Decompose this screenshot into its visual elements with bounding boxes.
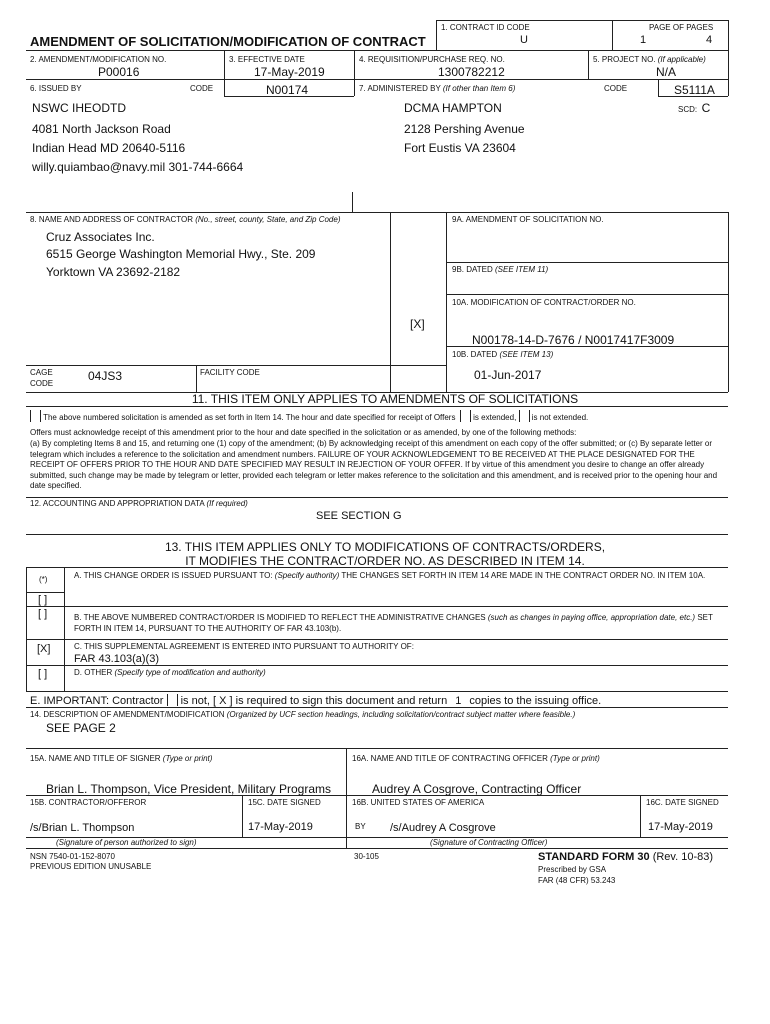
dated-10b-label-note: (SEE ITEM 13) [499,350,554,359]
modification-checkbox[interactable]: [X] [410,317,425,331]
rule [26,79,728,80]
offers-not-extended-checkbox[interactable] [519,410,530,422]
issued-code-value: N00174 [266,83,309,97]
issuer-line-3: Indian Head MD 20640-5116 [32,141,186,155]
item-13-star: (*) [39,575,48,584]
rule [26,534,728,535]
dated-10b-label [452,350,553,359]
item-13-a-rest: THE CHANGES SET FORTH IN ITEM 14 ARE MADE IN THE CONTRACT ORDER NO. IN ITEM 10A. [341,571,706,580]
description-label-note: (Organized by UCF section headings, including solicitation/contract subject matter where feasible.) [226,710,576,719]
contractor-is-not-checkbox[interactable] [167,694,178,706]
item-13-a-text: A. THIS CHANGE ORDER IS ISSUED PURSUANT TO: [74,571,273,580]
modification-no-value: N00178-14-D-7676 / N0017417F3009 [472,333,675,347]
accounting-label-note: (If required) [206,499,248,508]
rule [658,79,659,96]
requisition-label: 4. REQUISITION/PURCHASE REQ. NO. [359,55,505,64]
officer-date-value: 17-May-2019 [648,821,713,833]
item-11-extended: is extended, [473,413,517,422]
issuer-line-1: NSWC IHEODTD [32,101,126,115]
cage-label-2: CODE [30,379,54,388]
amendment-solicitation-label: 9A. AMENDMENT OF SOLICITATION NO. [452,215,604,224]
admin-code-label: CODE [604,84,628,93]
item-13-title-1: 13. THIS ITEM APPLIES ONLY TO MODIFICATIONS OF CONTRACTS/ORDERS, [164,540,606,554]
item-13-title-2: IT MODIFIES THE CONTRACT/ORDER NO. AS DESCRIBED IN ITEM 14. [185,554,585,568]
contractor-offeror-label: 15B. CONTRACTOR/OFFEROR [30,798,147,807]
item-13-d-note: (Specify type of modification and authority) [114,668,266,677]
administered-by-label [359,84,515,93]
rule [196,365,197,392]
contractor-is-required-checkbox[interactable]: X [219,695,227,707]
issuer-line-4: willy.quiambao@navy.mil 301-744-6664 [32,160,244,174]
rule [242,795,243,837]
cage-code-value: 04JS3 [88,369,123,383]
standard-form-revision: (Rev. 10-83) [652,851,714,863]
contractor-label-text: 8. NAME AND ADDRESS OF CONTRACTOR [30,215,193,224]
accounting-label-text: 12. ACCOUNTING AND APPROPRIATION DATA [30,499,205,508]
item-13-blank-checkbox-2[interactable]: [ ] [38,608,48,620]
admin-code-value: S5111A [674,83,715,97]
item-11-not-extended: is not extended. [531,413,589,422]
dated-9b-label-note: (SEE ITEM 11) [494,265,549,274]
item-13-a-note: (Specify authority) [274,571,340,580]
issued-by-label: 6. ISSUED BY [30,84,82,93]
modification-no-label: 10A. MODIFICATION OF CONTRACT/ORDER NO. [452,298,636,307]
item-13-b-rest: SET FORTH IN ITEM 14, PURSUANT TO THE AUTHORITY OF FAR 43.103(b). [74,613,713,633]
rule [446,262,728,263]
rule [436,20,728,21]
important-text-d: copies to the issuing office. [469,695,602,707]
rule [26,365,446,366]
description-label-text: 14. DESCRIPTION OF AMENDMENT/MODIFICATION [30,710,225,719]
nsn-number: NSN 7540-01-152-8070 [30,852,115,861]
rule [640,795,641,837]
effective-date-value: 17-May-2019 [254,65,325,79]
contractor-label-note: (No., street, county, State, and Zip Code) [195,215,341,224]
rule [446,212,447,392]
item-11-text-2: Offers must acknowledge receipt of this amendment prior to the hour and date specified in the solicitation or as amended, by one of the following methods: [30,428,577,437]
signer-name-label-text: 15A. NAME AND TITLE OF SIGNER [30,754,161,763]
issuer-line-2: 4081 North Jackson Road [32,122,171,136]
page-count: 4 [706,34,713,46]
rule [728,212,729,392]
cage-label-1: CAGE [30,368,53,377]
dated-9b-label-text: 9B. DATED [452,265,493,274]
rule [446,294,728,295]
standard-form [538,851,713,863]
rule [26,567,27,691]
item-11-line-1 [30,410,588,422]
description-value: SEE PAGE 2 [46,721,116,735]
officer-signature: /s/Audrey A Cosgrove [390,822,496,834]
copies-count: 1 [450,695,466,708]
page-of-pages-label: PAGE OF PAGES [649,23,714,32]
project-no-label [593,55,706,64]
rule [26,497,728,498]
contractor-line-1: Cruz Associates Inc. [46,230,155,244]
administered-by-label-note: (If other than Item 6) [442,84,516,93]
officer-name-value: Audrey A Cosgrove, Contracting Officer [372,782,582,796]
effective-date-label: 3. EFFECTIVE DATE [229,55,305,64]
rule [26,592,64,593]
item-11-title: 11. THIS ITEM ONLY APPLIES TO AMENDMENTS OF SOLICITATIONS [191,392,579,406]
important-text-b: is not, [180,695,210,707]
rule [612,20,613,50]
rule [352,192,353,212]
contractor-line-3: Yorktown VA 23692-2182 [46,265,181,279]
contractor-signature-caption: (Signature of person authorized to sign) [56,838,197,847]
rule [728,50,729,96]
page-number: 1 [640,34,647,46]
usa-label: 16B. UNITED STATES OF AMERICA [352,798,485,807]
offers-extended-checkbox[interactable] [460,410,471,422]
item-13-b-note: (such as changes in paying office, appropriation date, etc.) [487,613,696,622]
dated-10b-value: 01-Jun-2017 [474,368,542,382]
officer-name-label-note: (Type or print) [550,754,600,763]
rule [728,20,729,50]
item-13-c-value: FAR 43.103(a)(3) [74,653,159,665]
item-11-text-1: The above numbered solicitation is amended as set forth in Item 14. The hour and date specified for receipt of Offers [43,413,456,422]
rule [588,50,589,79]
amendment-no-label: 2. AMENDMENT/MODIFICATION NO. [30,55,167,64]
contractor-signature: /s/Brian L. Thompson [30,822,135,834]
rule [26,606,728,607]
important-text-c: is required to sign this document and return [235,695,448,707]
contractor-date-label: 15C. DATE SIGNED [248,798,321,807]
dated-10b-label-text: 10B. DATED [452,350,498,359]
rule [26,691,728,692]
accounting-value: SEE SECTION G [316,510,402,522]
rule [436,20,437,50]
item-13-blank-checkbox-1[interactable]: [ ] [38,594,48,606]
rule [346,748,347,848]
prescribed-by: Prescribed by GSA [538,865,607,874]
important-line: E. IMPORTANT: Contractor is not, [ X ] is required to sign this document and return 1 copies to the issuing office. [30,695,602,707]
contract-id-label: 1. CONTRACT ID CODE [441,23,530,32]
far-reference: FAR (48 CFR) 53.243 [538,876,616,885]
rule [26,212,728,213]
issued-code-label: CODE [190,84,214,93]
rule [26,665,728,666]
item-13-d-checkbox[interactable]: [ ] [38,668,48,680]
scd [678,99,710,117]
contractor-line-2: 6515 George Washington Memorial Hwy., Ste. 209 [46,247,316,261]
rule [26,50,728,51]
signer-name-label-note: (Type or print) [162,754,213,763]
item-13-b-text: B. THE ABOVE NUMBERED CONTRACT/ORDER IS MODIFIED TO REFLECT THE ADMINISTRATIVE CHANGES [74,613,486,622]
item-11-text-3: (a) By completing Items 8 and 15, and returning one (1) copy of the amendment; (b) By acknowledging receipt of this amendment on each copy of the offer submitted; or (c) By separate letter or telegram which includes a reference to the solicitation and amendment numbers. FAILURE OF YOUR ACKNOWLEDGEMENT TO BE RECEIVED AT THE PLACE DESIGNATED FOR THE RECEIPT OF OFFERS PRIOR TO THE HOUR AND DATE SPECIFIED MAY RESULT IN REJECTION OF YOUR OFFER. If by virtue of this amendment you desire to change an offer already submitted, such change may be made by telegram or letter, provided each telegram or letter makes reference to the solicitation and this amendment, and is received prior to the opening hour and date specified. [30,439,718,490]
description-label [30,710,575,719]
form-title: AMENDMENT OF SOLICITATION/MODIFICATION OF CONTRACT [30,34,426,49]
project-no-value: N/A [656,65,677,79]
rule [26,748,728,749]
form-code: 30-105 [354,852,379,861]
signer-name-label [30,754,212,763]
standard-form-name: STANDARD FORM 30 [538,851,650,863]
item-11-checkbox[interactable] [30,410,41,422]
item-13-d-text: D. OTHER [74,668,113,677]
contract-id-value: U [520,34,528,46]
scd-label: SCD: [678,105,698,114]
previous-edition-note: PREVIOUS EDITION UNUSABLE [30,862,152,871]
signer-name-value: Brian L. Thompson, Vice President, Military Programs [46,782,332,796]
item-13-d [74,668,266,677]
item-13-c-text: C. THIS SUPPLEMENTAL AGREEMENT IS ENTERED INTO PURSUANT TO AUTHORITY OF: [74,642,414,651]
item-13-b [74,613,724,634]
scd-value: C [701,101,711,115]
requisition-value: 1300782212 [438,65,505,79]
rule [64,567,65,691]
administered-by-label-text: 7. ADMINISTERED BY [359,84,441,93]
by-label: BY [355,822,366,831]
rule [224,50,225,96]
item-13-a [74,571,724,582]
facility-code-label: FACILITY CODE [200,368,260,377]
admin-line-1: DCMA HAMPTON [404,101,502,115]
admin-line-3: Fort Eustis VA 23604 [404,141,516,155]
rule [26,639,728,640]
accounting-label [30,499,248,508]
important-text-a: E. IMPORTANT: Contractor [30,695,164,707]
contractor-label [30,215,341,224]
rule [26,406,728,407]
rule [354,50,355,96]
officer-signature-caption: (Signature of Contracting Officer) [430,838,548,847]
officer-name-label-text: 16A. NAME AND TITLE OF CONTRACTING OFFICER [352,754,548,763]
amendment-no-value: P00016 [98,65,140,79]
admin-line-2: 2128 Pershing Avenue [404,122,525,136]
project-no-label-note: (If applicable) [657,55,706,64]
officer-date-label: 16C. DATE SIGNED [646,798,719,807]
item-13-c-checkbox[interactable]: [X] [37,643,51,655]
dated-9b-label [452,265,548,274]
contractor-date-value: 17-May-2019 [248,821,313,833]
rule [26,848,728,849]
officer-name-label [352,754,600,763]
project-no-label-text: 5. PROJECT NO. [593,55,656,64]
